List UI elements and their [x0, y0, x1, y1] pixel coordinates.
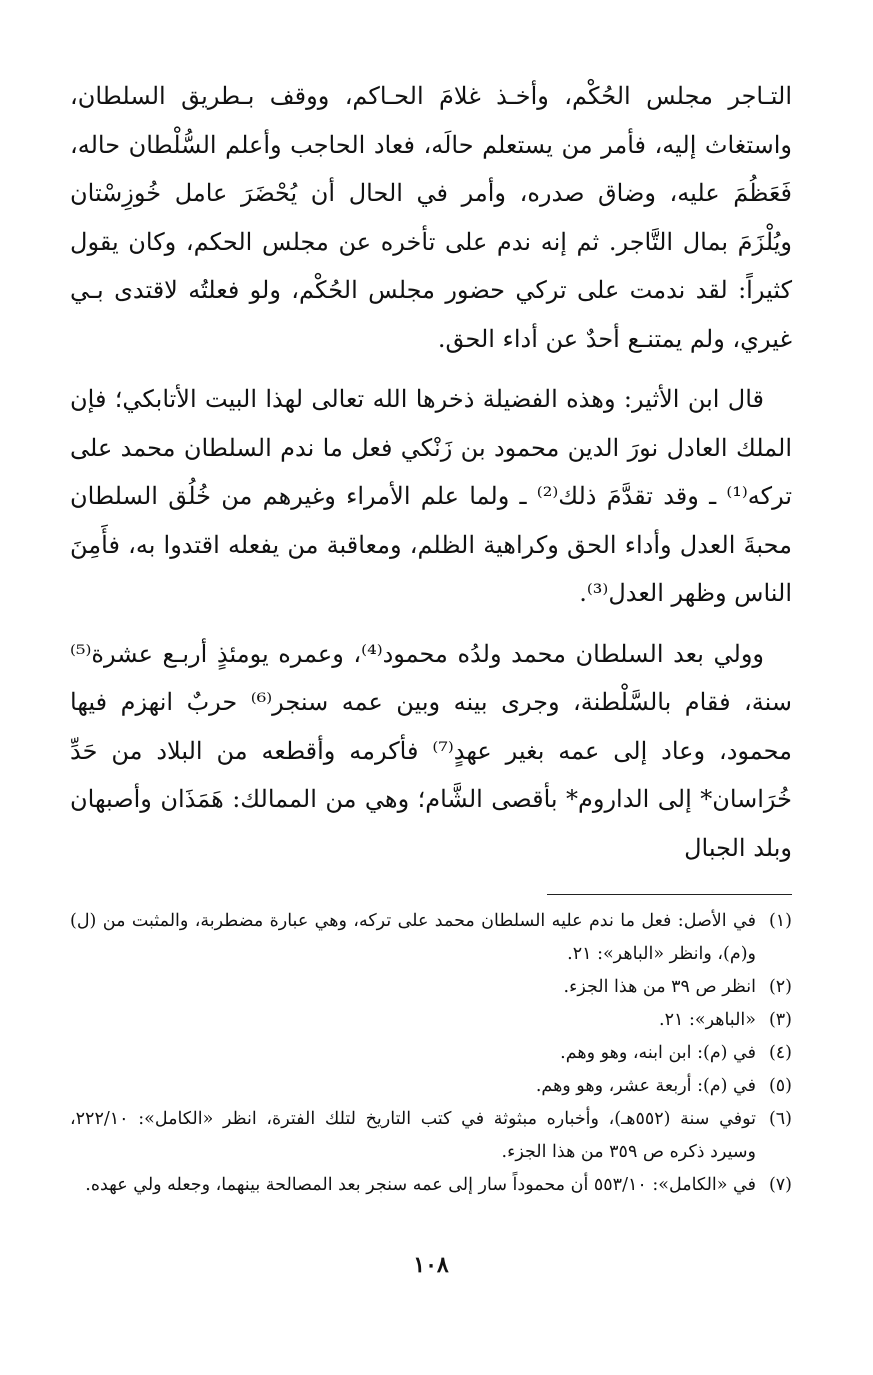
footnote-3 — [70, 1004, 792, 1037]
footnote-7 — [70, 1169, 792, 1202]
footnote-text: في (م): أربعة عشر، وهو وهم. — [535, 1076, 756, 1096]
footnotes — [70, 905, 792, 1202]
footnote-number: (٥) — [768, 1076, 792, 1096]
footnote-text: في (م): ابن ابنه، وهو وهم. — [560, 1043, 756, 1063]
footnote-text: في الأصل: فعل ما ندم عليه السلطان محمد على تركه، وهي عبارة مضطربة، والمثبت من (ل) و(م)، وانظر «الباهر»: ٢١. — [70, 911, 756, 964]
footnote-number: (٢) — [768, 977, 792, 997]
footnote-6 — [70, 1103, 792, 1169]
footnote-text: توفي سنة (٥٥٢هـ)، وأخباره مبثوثة في كتب التاريخ لتلك الفترة، انظر «الكامل»: ٢٢٢/١٠، وسيرد ذكره ص ٣٥٩ من هذا الجزء. — [70, 1109, 756, 1162]
footnote-number: (٤) — [768, 1043, 792, 1063]
footnote-text: «الباهر»: ٢١. — [659, 1010, 756, 1030]
footnote-number: (٣) — [768, 1010, 792, 1030]
book-page — [70, 72, 792, 1322]
footnote-text: انظر ص ٣٩ من هذا الجزء. — [563, 977, 756, 997]
paragraph-3: وولي بعد السلطان محمد ولدُه محمود⁽⁴⁾، وعمره يومئذٍ أربـع عشرة⁽⁵⁾ سنة، فقام بالسَّلْطنة، وجرى بينه وبين عمه سنجر⁽⁶⁾ حربٌ انهزم فيها محمود، وعاد إلى عمه بغير عهدٍ⁽⁷⁾ فأكرمه وأقطعه من البلاد من حَدِّ خُرَاسان* إلى الداروم* بأقصى الشَّام؛ وهي من الممالك: هَمَذَان وأصبهان وبلد الجبال — [70, 639, 792, 862]
footnote-separator — [547, 894, 792, 895]
footnote-2 — [70, 971, 792, 1004]
footnote-text: في «الكامل»: ٥٥٣/١٠ أن محموداً سار إلى عمه سنجر بعد المصالحة بينهما، وجعله ولي عهده. — [85, 1175, 756, 1195]
footnote-1 — [70, 905, 792, 971]
footnote-number: (٧) — [768, 1175, 792, 1195]
main-text — [70, 72, 792, 872]
footnote-number: (١) — [768, 911, 792, 931]
paragraph-2: قال ابن الأثير: وهذه الفضيلة ذخرها الله تعالى لهذا البيت الأتابكي؛ فإن الملك العادل نورَ الدين محمود بن زَنْكي فعل ما ندم السلطان محمد على تركه⁽¹⁾ ـ وقد تقدَّمَ ذلك⁽²⁾ ـ ولما علم الأمراء وغيرهم من خُلُق السلطان محبةَ العدل وأداء الحق وكراهية الظلم، ومعاقبة من يفعله اقتدوا به، فأَمِنَ الناس وظهر العدل⁽³⁾. — [70, 385, 792, 607]
footnote-5 — [70, 1070, 792, 1103]
paragraph-1: التـاجر مجلس الحُكْم، وأخـذ غلامَ الحـاكم، ووقف بـطريق السلطان، واستغاث إليه، فأمر من يستعلم حالَه، فعاد الحاجب وأعلم السُّلْطان حاله، فَعَظُمَ عليه، وضاق صدره، وأمر في الحال أن يُحْضَرَ عامل خُوزِسْتان ويُلْزَمَ بمال التَّاجر. ثم إنه ندم على تأخره عن مجلس الحكم، وكان يقول كثيراً: لقد ندمت على تركي حضور مجلس الحُكْم، ولو فعلتُه لاقتدى بـي غيري، ولم يمتنـع أحدٌ عن أداء الحق. — [70, 82, 792, 353]
footnote-number: (٦) — [768, 1109, 792, 1129]
page-number: ١٠٨ — [413, 1252, 449, 1278]
footnote-4 — [70, 1037, 792, 1070]
